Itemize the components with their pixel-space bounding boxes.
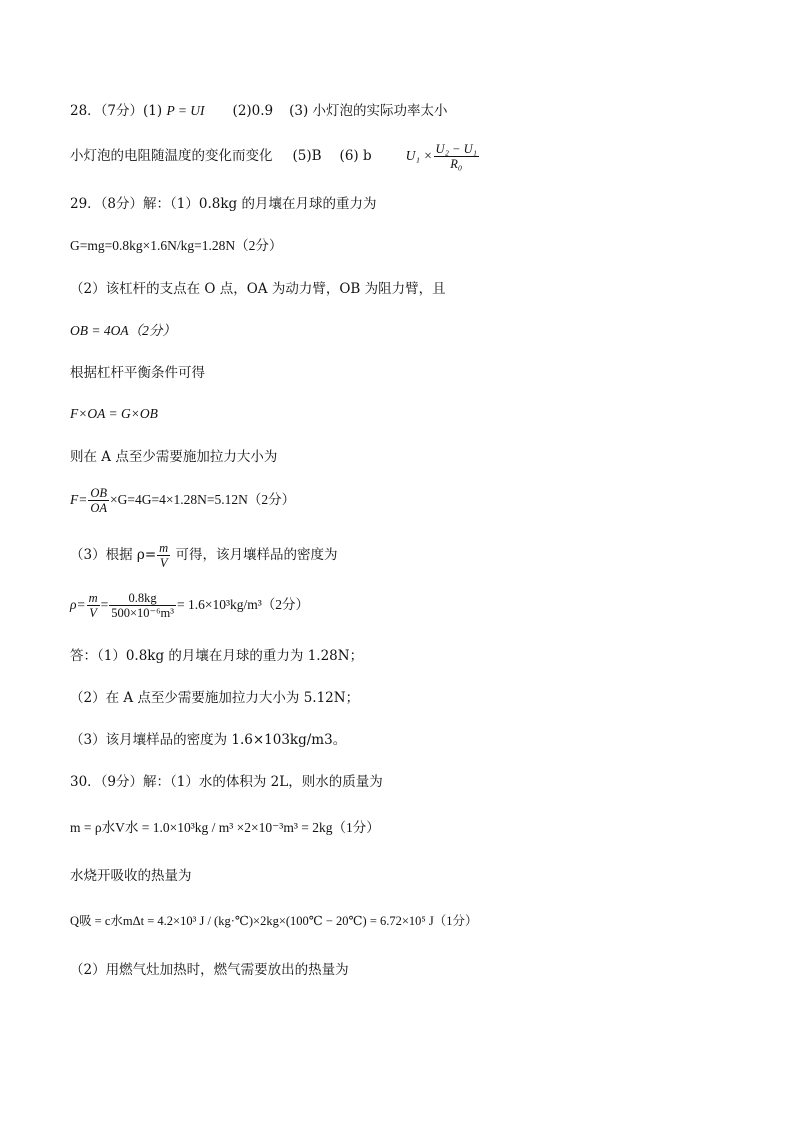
density-mv-numerator: m: [88, 591, 98, 605]
density-lhs: ρ=: [70, 597, 86, 612]
q29-heading: 29．（8分）解：（1）0.8kg 的月壤在月球的重力为: [70, 196, 377, 212]
q30-heading: 30．（9分）解：（1）水的体积为 2L，则水的质量为: [70, 774, 383, 790]
density-value-denominator: 500×10⁻⁶m³: [111, 606, 174, 620]
density-result: = 1.6×10³kg/m³（2分）: [176, 597, 310, 612]
q29-answer-1: 答：（1）0.8kg 的月壤在月球的重力为 1.28N；: [70, 648, 364, 664]
q28-line-2: [70, 142, 480, 171]
force-rhs: ×G=4G=4×1.28N=5.12N（2分）: [110, 492, 296, 507]
q28-heading: 28．（7分）(1): [70, 103, 167, 119]
density-value-fraction: [109, 591, 176, 620]
heat-equation: Q吸 = c水mΔt = 4.2×10³ J / (kg·℃)×2kg×(100℃ − 20℃) = 6.72×10⁵ J（1分）: [70, 914, 478, 928]
q29-part-3: [70, 541, 337, 570]
density-value-numerator: 0.8kg: [109, 591, 176, 606]
heat-absorbed-text: 水烧开吸收的热量为: [70, 868, 192, 884]
q28-answer-3: (3) 小灯泡的实际功率太小: [289, 103, 448, 119]
force-equation: [70, 486, 295, 515]
force-lhs: F=: [70, 492, 88, 507]
resistance-fraction-denominator: R₀: [450, 157, 463, 171]
density-definition-fraction: [157, 541, 170, 570]
q29-answer-3: （3）该月壤样品的密度为 1.6×103kg/m3。: [70, 732, 347, 748]
q29-answer-2: （2）在 A 点至少需要施加拉力大小为 5.12N；: [70, 690, 360, 706]
density-mv-fraction: [87, 591, 100, 620]
force-fraction: [88, 486, 109, 515]
q28-answer-5: (5)B: [292, 148, 322, 164]
q28-answer-2: (2)0.9: [232, 103, 274, 119]
density-mv-denominator: V: [89, 606, 97, 620]
density-part-suffix: 可得，该月壤样品的密度为: [171, 547, 338, 563]
water-mass-equation: m = ρ水V水 = 1.0×10³kg / m³ ×2×10⁻³m³ = 2kg（1分）: [70, 820, 380, 835]
q29-part-2: （2）该杠杆的支点在 O 点，OA 为动力臂，OB 为阻力臂，且: [70, 281, 446, 297]
q28-answer-4: 小灯泡的电阻随温度的变化而变化: [70, 148, 273, 164]
force-fraction-denominator: OA: [90, 501, 108, 515]
resistance-fraction-numerator: U₂ − U₁: [435, 142, 477, 156]
density-equals: =: [100, 597, 109, 612]
force-fraction-numerator: OB: [90, 486, 108, 500]
q28-answer-6: (6) b: [339, 148, 372, 164]
gravity-equation: G=mg=0.8kg×1.6N/kg=1.28N（2分）: [70, 238, 283, 253]
density-part-prefix: （3）根据 ρ=: [70, 547, 157, 563]
resistance-fraction: [434, 142, 479, 171]
lever-condition-text: 根据杠杆平衡条件可得: [70, 365, 205, 381]
density-definition-numerator: m: [159, 541, 169, 555]
density-definition-denominator: V: [159, 556, 168, 570]
lever-balance-equation: F×OA = G×OB: [70, 406, 158, 421]
force-intro-text: 则在 A 点至少需要施加拉力大小为: [70, 449, 278, 465]
resistance-expression-prefix: U₁ ×: [405, 148, 433, 163]
q30-part-2: （2）用燃气灶加热时，燃气需要放出的热量为: [70, 962, 349, 978]
power-formula: P = UI: [166, 103, 205, 118]
ob-oa-relation: OB = 4OA（2分）: [70, 323, 176, 338]
q28-line-1: [70, 103, 448, 119]
density-equation: [70, 591, 309, 620]
